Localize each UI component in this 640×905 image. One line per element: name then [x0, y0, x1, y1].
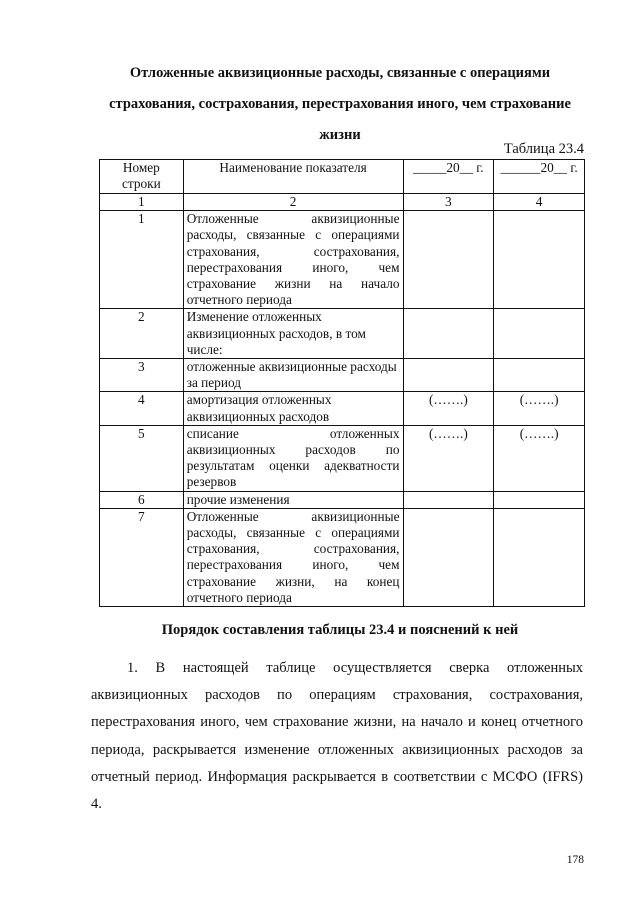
row-value-year-2: (…….) [494, 392, 585, 425]
row-indicator-name: отложенные аквизиционные расходы за период [183, 359, 403, 392]
row-indicator-name: Отложенные аквизиционные расходы, связанные с операциями страхования, сострахования, перестрахования иного, чем страхование жизни на начало отчетного периода [183, 211, 403, 309]
table-row [100, 508, 585, 606]
column-number: 4 [494, 194, 585, 211]
row-value-year-1 [403, 211, 494, 309]
report-table [99, 159, 585, 607]
row-value-year-1: (…….) [403, 392, 494, 425]
section-heading: Порядок составления таблицы 23.4 и пояснений к ней [161, 622, 519, 638]
row-value-year-2: (…….) [494, 425, 585, 491]
row-indicator-name: прочие изменения [183, 491, 403, 508]
row-indicator-name: Отложенные аквизиционные расходы, связанные с операциями страхования, сострахования, перестрахования иного, чем страхование жизни, на конец отчетного периода [183, 508, 403, 606]
row-number: 3 [100, 359, 184, 392]
row-number: 6 [100, 491, 184, 508]
body-paragraph: 1. В настоящей таблице осуществляется сверка отложенных аквизиционных расходов по операциям страхования, сострахования, перестрахования иного, чем страхование жизни, на начало и конец отчетного периода, раскрывается изменение отложенных аквизиционных расходов за отчетный период. Информация раскрывается в соответствии с МСФО (IFRS) 4. [91, 660, 583, 813]
row-number: 1 [100, 211, 184, 309]
table-row [100, 392, 585, 425]
header-year-1: _____20__ г. [403, 160, 494, 194]
row-value-year-1 [403, 309, 494, 359]
table-row [100, 359, 585, 392]
column-number: 1 [100, 194, 184, 211]
row-value-year-1 [403, 359, 494, 392]
row-value-year-1: (…….) [403, 425, 494, 491]
title-line-1: Отложенные аквизиционные расходы, связанные с операциями [129, 65, 551, 81]
column-number: 3 [403, 194, 494, 211]
table-row [100, 491, 585, 508]
table-column-numbers-row [100, 194, 585, 211]
table-caption: Таблица 23.4 [503, 141, 584, 157]
row-value-year-1 [403, 508, 494, 606]
title-line-3: жизни [319, 127, 361, 143]
row-value-year-2 [494, 491, 585, 508]
row-value-year-1 [403, 491, 494, 508]
row-number: 7 [100, 508, 184, 606]
row-value-year-2 [494, 508, 585, 606]
title-line-2: страхования, сострахования, перестрахования иного, чем страхование [109, 96, 571, 112]
table-row [100, 309, 585, 359]
row-indicator-name: амортизация отложенных аквизиционных расходов [183, 392, 403, 425]
header-row-number: Номер строки [100, 160, 184, 194]
table-row [100, 425, 585, 491]
row-indicator-name: списание отложенных аквизиционных расходов по результатам оценки адекватности резервов [183, 425, 403, 491]
row-indicator-name: Изменение отложенных аквизиционных расходов, в том числе: [183, 309, 403, 359]
row-value-year-2 [494, 309, 585, 359]
row-value-year-2 [494, 359, 585, 392]
page-number: 178 [566, 854, 584, 866]
table-row [100, 211, 585, 309]
column-number: 2 [183, 194, 403, 211]
table-header-row [100, 160, 585, 194]
header-indicator-name: Наименование показателя [183, 160, 403, 194]
row-number: 2 [100, 309, 184, 359]
row-number: 5 [100, 425, 184, 491]
row-number: 4 [100, 392, 184, 425]
document-title [90, 58, 590, 151]
row-value-year-2 [494, 211, 585, 309]
header-year-2: ______20__ г. [494, 160, 585, 194]
